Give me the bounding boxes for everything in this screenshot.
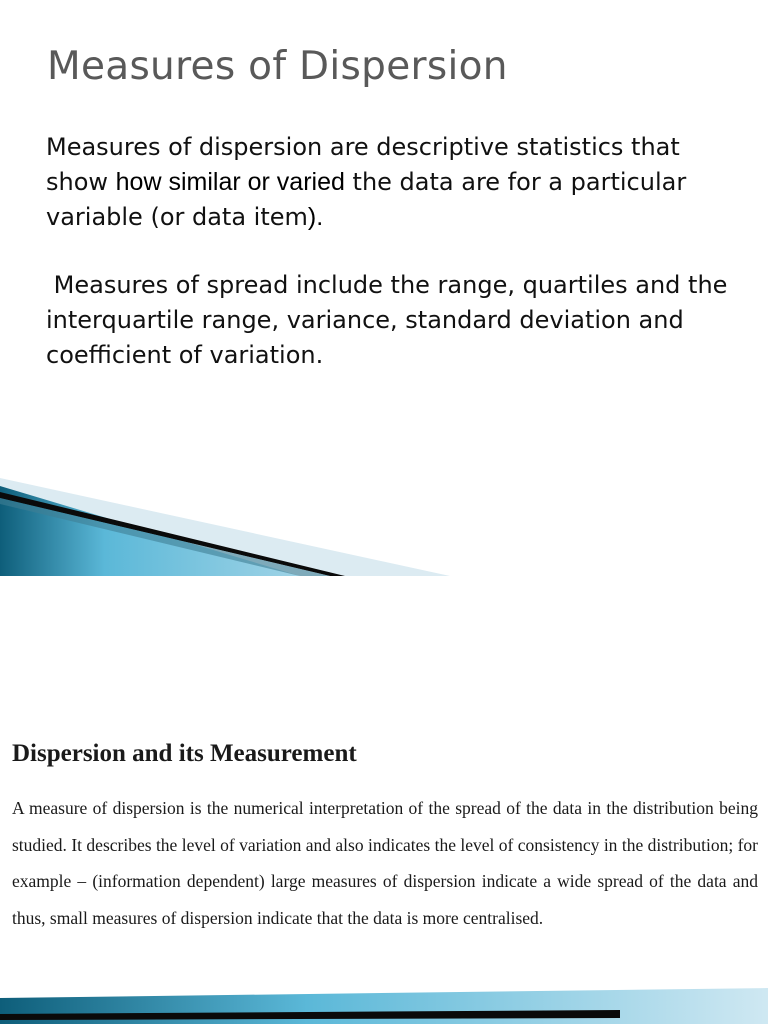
definition-closing: ).	[307, 203, 324, 231]
slide-title: Measures of Dispersion	[47, 44, 508, 89]
document-body: A measure of dispersion is the numerical interpretation of the spread of the data in the distribution being studied. It describes the level of variation and also indicates the level of consistency in the distribution; for example – (information dependent) large measures of dispersion indicate a wide spread of the data and thus, small measures of dispersion indicate that the data is more centralised.	[12, 798, 758, 928]
swoosh-decoration	[0, 478, 768, 576]
definition-emphasis: how similar or varied	[115, 168, 345, 196]
document-heading: Dispersion and its Measurement	[12, 740, 357, 767]
definition-paragraph	[46, 130, 746, 235]
definition-text-start: Measures of dispersion are descriptive statistics that show	[46, 133, 680, 196]
definition-text-end: the data are for a particular variable (or data item	[46, 168, 687, 231]
spread-measures-paragraph: Measures of spread include the range, quartiles and the interquartile range, variance, standard deviation and coefficient of variation.	[46, 271, 736, 369]
swoosh-decoration	[0, 988, 768, 1024]
